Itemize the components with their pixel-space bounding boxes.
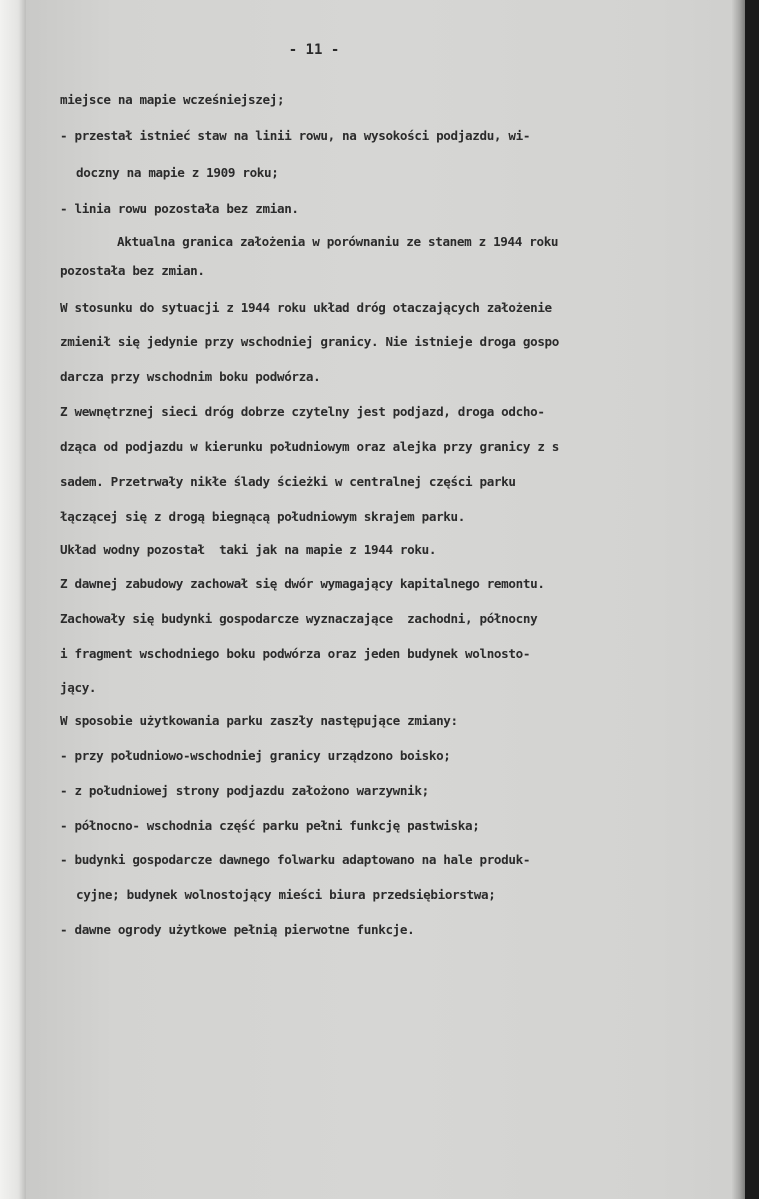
text-line: łączącej się z drogą biegnącą południowym skrajem parku. <box>60 509 465 524</box>
text-line: - przestał istnieć staw na linii rowu, na wysokości podjazdu, wi- <box>60 128 531 143</box>
text-line: cyjne; budynek wolnostojący mieści biura przedsiębiorstwa; <box>76 887 496 902</box>
text-line: darcza przy wschodnim boku podwórza. <box>60 369 321 384</box>
text-line: Układ wodny pozostał taki jak na mapie z 1944 roku. <box>60 542 437 557</box>
text-line: miejsce na mapie wcześniejszej; <box>60 92 285 107</box>
text-line: - dawne ogrody użytkowe pełnią pierwotne funkcje. <box>60 922 415 937</box>
text-line: sadem. Przetrwały nikłe ślady ścieżki w centralnej części parku <box>60 474 516 489</box>
text-line: zmienił się jedynie przy wschodniej granicy. Nie istnieje droga gospo <box>60 334 560 349</box>
page-number: - 11 - <box>288 42 340 58</box>
text-line: dząca od podjazdu w kierunku południowym oraz alejka przy granicy z s <box>60 439 560 454</box>
text-line: - budynki gospodarcze dawnego folwarku adaptowano na hale produk- <box>60 852 531 867</box>
text-line: jący. <box>60 680 97 695</box>
text-line: - z południowej strony podjazdu założono warzywnik; <box>60 783 429 798</box>
text-line: W stosunku do sytuacji z 1944 roku układ dróg otaczających założenie <box>60 300 552 315</box>
text-line: - przy południowo-wschodniej granicy urządzono boisko; <box>60 748 451 763</box>
text-line: Aktualna granica założenia w porównaniu ze stanem z 1944 roku <box>117 234 559 249</box>
text-line: W sposobie użytkowania parku zaszły następujące zmiany: <box>60 713 458 728</box>
text-line: Zachowały się budynki gospodarcze wyznaczające zachodni, północny <box>60 611 538 626</box>
text-line: doczny na mapie z 1909 roku; <box>76 165 279 180</box>
page-left-edge <box>0 0 26 1199</box>
page-right-edge <box>731 0 745 1199</box>
text-line: pozostała bez zmian. <box>60 263 205 278</box>
document-page <box>26 0 745 1199</box>
text-line: - linia rowu pozostała bez zmian. <box>60 201 299 216</box>
text-line: Z dawnej zabudowy zachował się dwór wymagający kapitalnego remontu. <box>60 576 545 591</box>
text-line: - północno- wschodnia część parku pełni funkcję pastwiska; <box>60 818 480 833</box>
text-line: Z wewnętrznej sieci dróg dobrze czytelny jest podjazd, droga odcho- <box>60 404 545 419</box>
text-line: i fragment wschodniego boku podwórza oraz jeden budynek wolnosto- <box>60 646 531 661</box>
